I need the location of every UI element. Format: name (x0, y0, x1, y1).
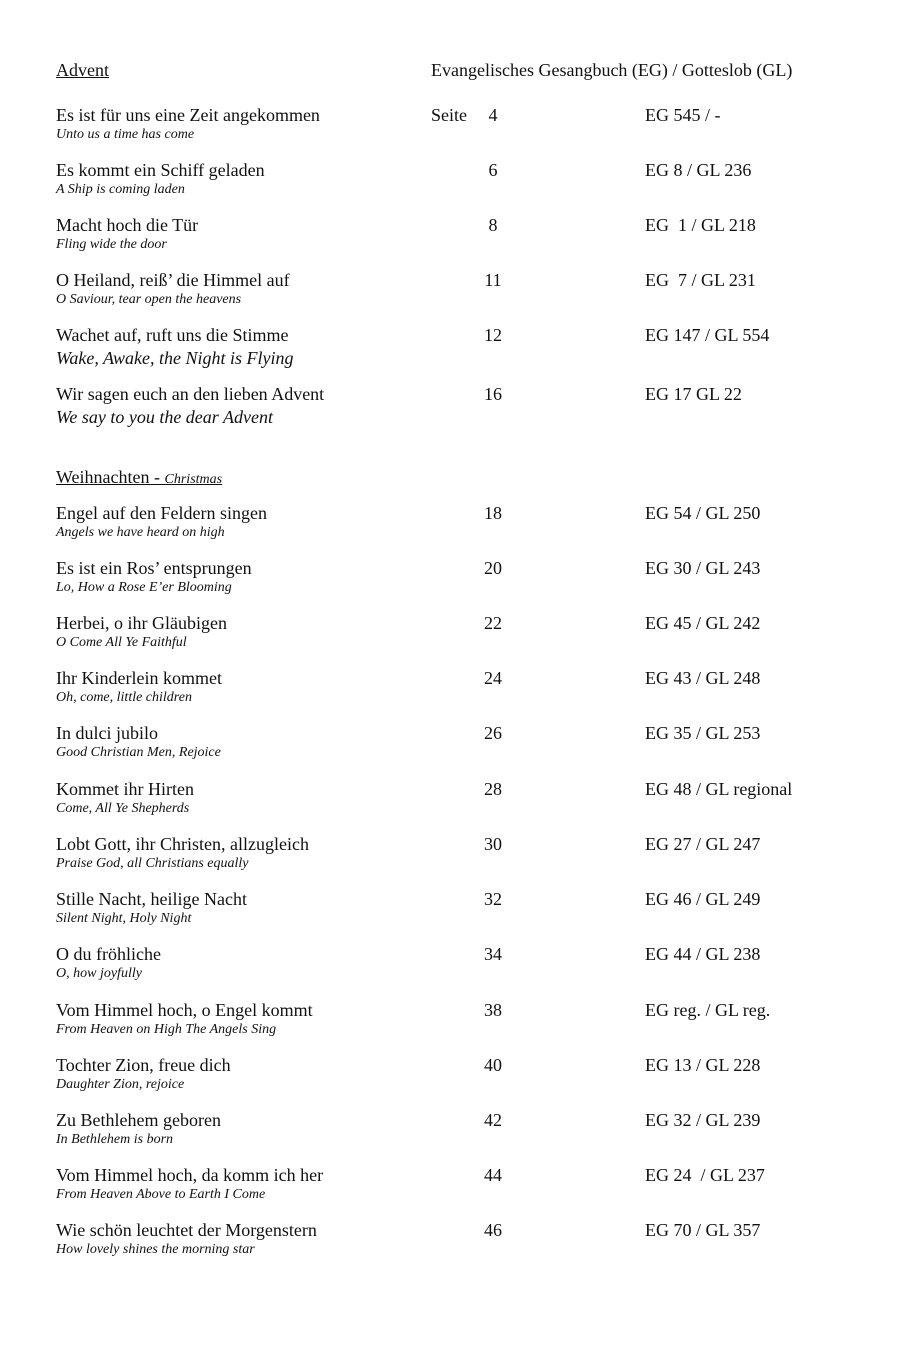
list-item (0, 1219, 900, 1269)
song-translation: O Saviour, tear open the heavens (56, 292, 242, 307)
song-title: Zu Bethlehem geboren (56, 1110, 221, 1130)
hymnal-reference: EG 545 / - (645, 105, 721, 125)
song-page: 30 (484, 834, 502, 854)
song-translation: We say to you the dear Advent (56, 407, 273, 427)
list-item (0, 999, 900, 1049)
song-page: 11 (484, 270, 502, 290)
song-translation: Daughter Zion, rejoice (56, 1077, 185, 1092)
song-title: Macht hoch die Tür (56, 215, 199, 235)
song-page: 34 (484, 944, 502, 964)
list-item (0, 557, 900, 607)
song-title: Wachet auf, ruft uns die Stimme (56, 325, 289, 345)
hymnal-columns-header: Evangelisches Gesangbuch (EG) / Gotteslob (GL) (431, 60, 793, 80)
song-title: Herbei, o ihr Gläubigen (56, 613, 227, 633)
list-item (0, 833, 900, 883)
list-item (0, 324, 900, 374)
christmas-heading-sub: Christmas (164, 472, 223, 487)
hymnal-reference: EG 1 / GL 218 (645, 215, 756, 235)
song-page: 24 (484, 668, 502, 688)
hymnal-reference: EG 70 / GL 357 (645, 1220, 761, 1240)
song-title: Ihr Kinderlein kommet (56, 668, 222, 688)
song-page: 18 (484, 503, 502, 523)
list-item (0, 778, 900, 828)
song-title: Kommet ihr Hirten (56, 779, 194, 799)
hymnal-reference: EG 45 / GL 242 (645, 613, 761, 633)
song-title: In dulci jubilo (56, 723, 158, 743)
list-item (0, 269, 900, 319)
list-item (0, 1109, 900, 1159)
hymnal-reference: EG 46 / GL 249 (645, 889, 761, 909)
song-page: 16 (484, 384, 502, 404)
page-label: Seite (431, 105, 467, 125)
hymnal-reference: EG 17 GL 22 (645, 384, 742, 404)
list-item (0, 612, 900, 662)
song-translation: Angels we have heard on high (56, 525, 225, 540)
hymnal-reference: EG 32 / GL 239 (645, 1110, 761, 1130)
hymnal-reference: EG 43 / GL 248 (645, 668, 761, 688)
hymnal-reference: EG 44 / GL 238 (645, 944, 761, 964)
song-title: Wie schön leuchtet der Morgenstern (56, 1220, 317, 1240)
hymnal-reference: EG 35 / GL 253 (645, 723, 761, 743)
song-page: 40 (484, 1055, 502, 1075)
song-translation: O Come All Ye Faithful (56, 635, 187, 650)
song-title: O du fröhliche (56, 944, 161, 964)
song-translation: Oh, come, little children (56, 690, 192, 705)
list-item (0, 888, 900, 938)
song-page: 4 (488, 105, 498, 125)
song-translation: Good Christian Men, Rejoice (56, 745, 221, 760)
hymnal-reference: EG 13 / GL 228 (645, 1055, 761, 1075)
song-translation: Silent Night, Holy Night (56, 911, 192, 926)
list-item (0, 667, 900, 717)
christmas-heading-main: Weihnachten - (56, 467, 161, 487)
list-item (0, 943, 900, 993)
list-item (0, 1164, 900, 1214)
list-item (0, 1054, 900, 1104)
song-translation: Wake, Awake, the Night is Flying (56, 348, 294, 368)
hymnal-reference: EG 27 / GL 247 (645, 834, 761, 854)
song-title: Es ist für uns eine Zeit angekommen (56, 105, 320, 125)
hymnal-reference: EG 30 / GL 243 (645, 558, 761, 578)
list-item (0, 214, 900, 264)
hymnal-reference: EG 8 / GL 236 (645, 160, 752, 180)
hymnal-reference: EG 54 / GL 250 (645, 503, 761, 523)
list-item (0, 722, 900, 772)
song-title: Wir sagen euch an den lieben Advent (56, 384, 325, 404)
advent-section-heading: Advent (56, 60, 109, 80)
song-title: Vom Himmel hoch, da komm ich her (56, 1165, 324, 1185)
song-page: 46 (484, 1220, 502, 1240)
song-title: Es ist ein Ros’ entsprungen (56, 558, 252, 578)
song-title: Lobt Gott, ihr Christen, allzugleich (56, 834, 309, 854)
hymnal-reference: EG reg. / GL reg. (645, 1000, 771, 1020)
song-translation: Unto us a time has come (56, 127, 195, 142)
song-page: 12 (484, 325, 502, 345)
hymnal-reference: EG 147 / GL 554 (645, 325, 770, 345)
song-translation: O, how joyfully (56, 966, 142, 981)
song-page: 32 (484, 889, 502, 909)
hymnal-reference: EG 48 / GL regional (645, 779, 793, 799)
song-page: 22 (484, 613, 502, 633)
song-translation: Praise God, all Christians equally (56, 856, 249, 871)
list-item (0, 159, 900, 209)
song-translation: How lovely shines the morning star (56, 1242, 255, 1257)
song-page: 28 (484, 779, 502, 799)
song-title: Es kommt ein Schiff geladen (56, 160, 265, 180)
christmas-section-heading (56, 466, 222, 491)
list-item (0, 502, 900, 552)
song-translation: Lo, How a Rose E’er Blooming (56, 580, 232, 595)
song-page: 42 (484, 1110, 502, 1130)
song-translation: A Ship is coming laden (56, 182, 185, 197)
song-page: 8 (488, 215, 498, 235)
hymnal-reference: EG 7 / GL 231 (645, 270, 756, 290)
song-translation: From Heaven Above to Earth I Come (56, 1187, 266, 1202)
song-title: Tochter Zion, freue dich (56, 1055, 231, 1075)
song-translation: Come, All Ye Shepherds (56, 801, 190, 816)
song-title: O Heiland, reiß’ die Himmel auf (56, 270, 290, 290)
song-translation: Fling wide the door (56, 237, 167, 252)
song-page: 44 (484, 1165, 502, 1185)
song-title: Vom Himmel hoch, o Engel kommt (56, 1000, 313, 1020)
song-title: Stille Nacht, heilige Nacht (56, 889, 247, 909)
song-translation: In Bethlehem is born (56, 1132, 174, 1147)
song-page: 6 (488, 160, 498, 180)
song-title: Engel auf den Feldern singen (56, 503, 267, 523)
song-page: 26 (484, 723, 502, 743)
song-translation: From Heaven on High The Angels Sing (56, 1022, 277, 1037)
hymnal-reference: EG 24 / GL 237 (645, 1165, 765, 1185)
list-item (0, 104, 900, 154)
song-page: 20 (484, 558, 502, 578)
song-page: 38 (484, 1000, 502, 1020)
list-item (0, 383, 900, 433)
